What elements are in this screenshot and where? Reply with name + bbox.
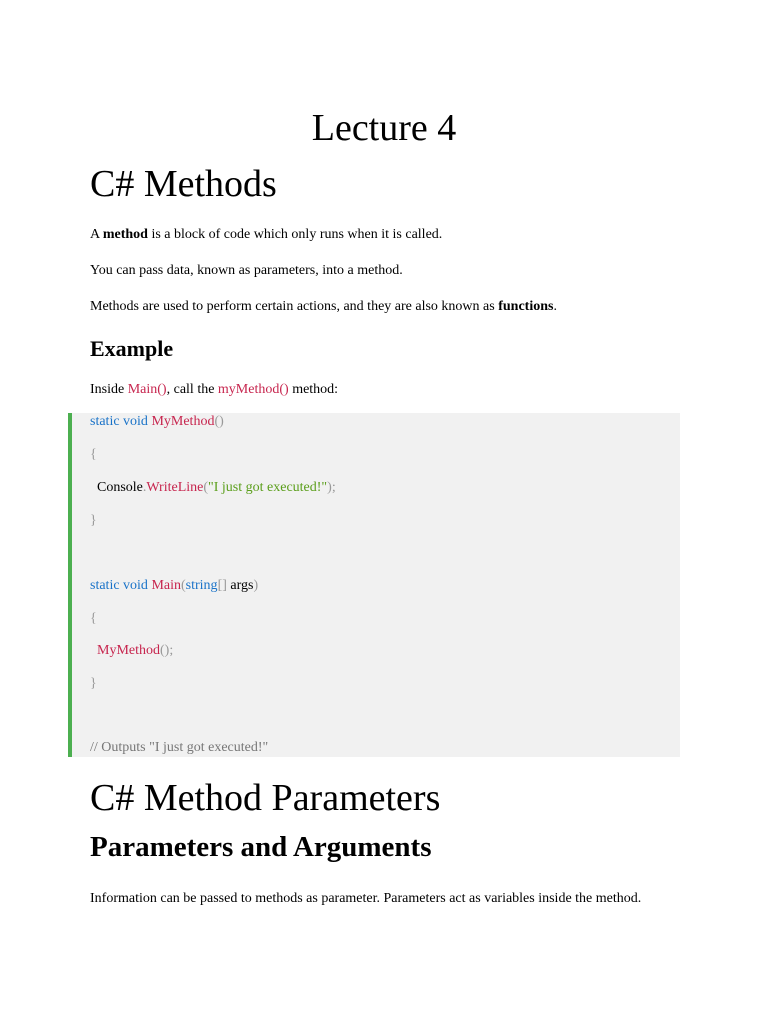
punctuation: (	[181, 578, 186, 593]
paragraph-pass-data: You can pass data, known as parameters, into a method.	[90, 263, 403, 278]
function-name: MyMethod	[151, 414, 215, 429]
bold-term-functions: functions	[498, 299, 554, 314]
punctuation: []	[217, 578, 227, 593]
section-heading-methods: C# Methods	[90, 163, 277, 205]
punctuation: ()	[214, 414, 224, 429]
text: Methods are used to perform certain actions, and they are also known as	[90, 299, 499, 314]
inline-code-mymethod: myMethod()	[217, 382, 289, 397]
object-name: Console	[97, 480, 143, 495]
code-line-8: }	[90, 676, 97, 691]
keyword: void	[123, 414, 148, 429]
punctuation: .	[142, 480, 147, 495]
function-name: Main	[151, 578, 181, 593]
parameters-subheading: Parameters and Arguments	[90, 831, 432, 863]
code-line-4: }	[90, 513, 97, 528]
punctuation: (	[203, 480, 209, 495]
paragraph-functions	[90, 298, 678, 316]
code-line-1	[90, 413, 224, 431]
punctuation: );	[327, 480, 336, 495]
punctuation: )	[253, 578, 259, 593]
bold-term-method: method	[102, 227, 148, 242]
keyword: static	[90, 578, 120, 593]
text: , call the	[166, 382, 218, 397]
code-comment: // Outputs "I just got executed!"	[90, 740, 269, 755]
code-line-7	[97, 642, 173, 660]
inline-code-main: Main()	[127, 382, 167, 397]
paragraph-method-definition	[90, 226, 678, 244]
text: method:	[288, 382, 339, 397]
example-heading: Example	[90, 336, 174, 361]
string-literal: "I just got executed!"	[208, 480, 328, 495]
code-line-3	[97, 479, 336, 497]
function-call: MyMethod	[97, 643, 160, 658]
lecture-title: Lecture 4	[311, 107, 457, 149]
text: is a block of code which only runs when it is called.	[147, 227, 443, 242]
keyword: void	[123, 578, 148, 593]
code-line-2: {	[90, 447, 97, 462]
function-name: WriteLine	[146, 480, 204, 495]
example-intro	[90, 381, 678, 399]
text: Inside	[90, 382, 128, 397]
argument-name: args	[226, 578, 254, 593]
code-example-block	[68, 413, 680, 757]
text: A	[90, 227, 103, 242]
text: .	[553, 299, 557, 314]
punctuation: ();	[160, 643, 174, 658]
keyword: static	[90, 414, 120, 429]
paragraph-parameters: Information can be passed to methods as parameter. Parameters act as variables inside the method.	[90, 891, 642, 906]
type-name: string	[185, 578, 218, 593]
code-line-6: {	[90, 611, 97, 626]
code-line-5	[90, 577, 258, 595]
section-heading-parameters: C# Method Parameters	[90, 777, 441, 819]
